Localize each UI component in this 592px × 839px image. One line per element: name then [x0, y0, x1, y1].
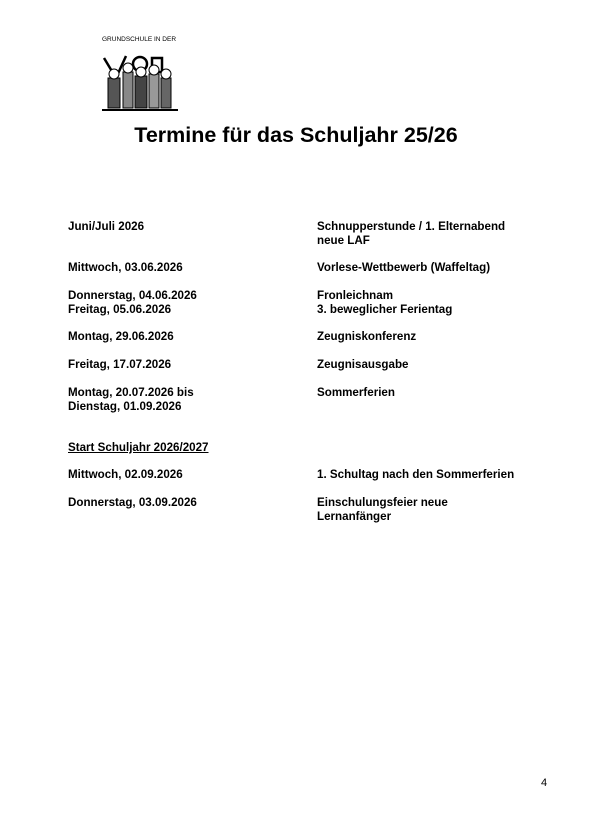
entry-event: Vorlese-Wettbewerb (Waffeltag) — [317, 261, 491, 274]
entry-event: Schnupperstunde / 1. Elternabend neue LAF — [317, 220, 506, 247]
entry-date: Donnerstag, 04.06.2026 Freitag, 05.06.2026 — [68, 289, 197, 316]
entry-date: Montag, 20.07.2026 bis Dienstag, 01.09.2026 — [68, 386, 194, 413]
school-logo-drawing — [96, 32, 184, 120]
section-heading: Start Schuljahr 2026/2027 — [68, 441, 209, 454]
entry-date: Freitag, 17.07.2026 — [68, 358, 172, 371]
page-title: Termine für das Schuljahr 25/26 — [134, 123, 458, 147]
entry-date: Montag, 29.06.2026 — [68, 330, 174, 343]
entry-date: Mittwoch, 02.09.2026 — [68, 468, 183, 481]
entry-event: 1. Schultag nach den Sommerferien — [317, 468, 515, 481]
entry-event: Sommerferien — [317, 386, 395, 399]
school-logo — [96, 32, 184, 120]
entry-date: Juni/Juli 2026 — [68, 220, 145, 233]
entry-event: Einschulungsfeier neue Lernanfänger — [317, 496, 448, 523]
logo-text: GRUNDSCHULE IN DER — [102, 36, 177, 43]
entry-event: Zeugnisausgabe — [317, 358, 409, 371]
entry-event: Fronleichnam 3. beweglicher Ferientag — [317, 289, 453, 316]
page-number: 4 — [541, 777, 548, 789]
entry-date: Mittwoch, 03.06.2026 — [68, 261, 183, 274]
entry-event: Zeugniskonferenz — [317, 330, 417, 343]
entry-date: Donnerstag, 03.09.2026 — [68, 496, 197, 509]
